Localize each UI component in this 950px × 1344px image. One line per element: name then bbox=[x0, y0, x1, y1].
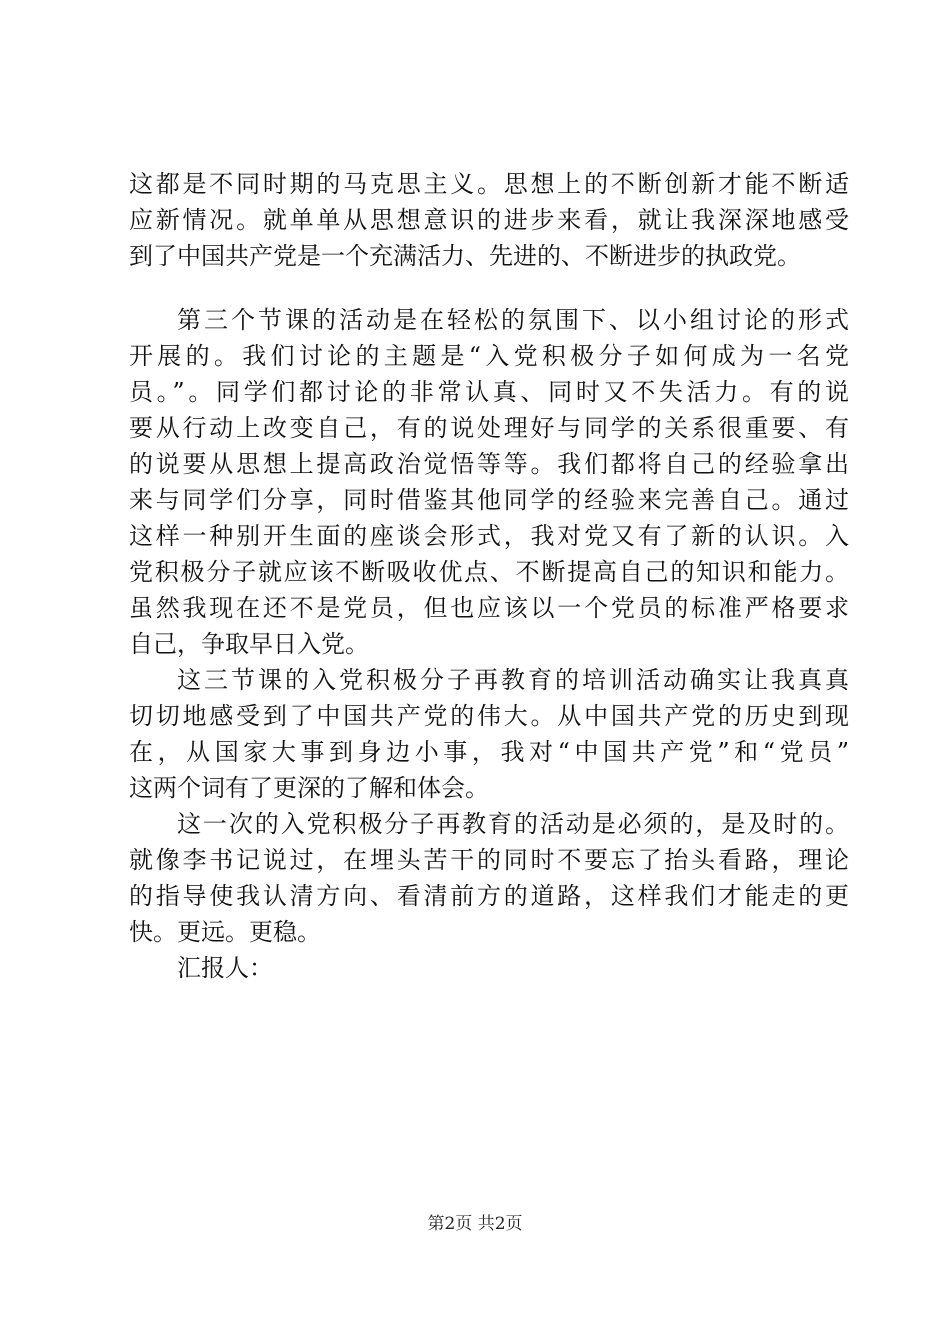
paragraph-gap bbox=[129, 274, 849, 302]
text-line: 来与同学们分享，同时借鉴其他同学的经验来完善自己。通过 bbox=[129, 486, 849, 514]
paragraph bbox=[129, 806, 849, 950]
text-line: 切切地感受到了中国共产党的伟大。从中国共产党的历史到现 bbox=[129, 702, 849, 730]
text-line: 的说要从思想上提高政治觉悟等等。我们都将自己的经验拿出 bbox=[129, 450, 849, 478]
paragraph bbox=[129, 950, 849, 986]
text-line: 这三节课的入党积极分子再教育的培训活动确实让我真真 bbox=[177, 666, 849, 694]
text-line: 虽然我现在还不是党员，但也应该以一个党员的标准严格要求 bbox=[129, 594, 849, 622]
text-line: 第三个节课的活动是在轻松的氛围下、以小组讨论的形式 bbox=[177, 306, 849, 334]
text-line: 就像李书记说过，在埋头苦干的同时不要忘了抬头看路，理论 bbox=[129, 846, 849, 874]
text-line: 的指导使我认清方向、看清前方的道路，这样我们才能走的更 bbox=[129, 882, 849, 910]
text-line: 应新情况。就单单从思想意识的进步来看，就让我深深地感受 bbox=[129, 206, 849, 234]
text-line: 开展的。我们讨论的主题是“入党积极分子如何成为一名党 bbox=[129, 342, 849, 370]
text-line: 这样一种别开生面的座谈会形式，我对党又有了新的认识。入 bbox=[129, 522, 849, 550]
text-line: 这都是不同时期的马克思主义。思想上的不断创新才能不断适 bbox=[129, 170, 849, 198]
page-footer: 第2页 共2页 bbox=[427, 1214, 523, 1234]
paragraph bbox=[129, 662, 849, 806]
text-line: 这一次的入党积极分子再教育的活动是必须的，是及时的。 bbox=[177, 810, 849, 838]
document-body bbox=[129, 166, 849, 986]
text-line: 在，从国家大事到身边小事，我对“中国共产党”和“党员” bbox=[129, 738, 849, 766]
paragraph bbox=[129, 302, 849, 662]
text-line: 快。更远。更稳。 bbox=[129, 918, 321, 946]
paragraph bbox=[129, 166, 849, 274]
text-line: 员。”。同学们都讨论的非常认真、同时又不失活力。有的说 bbox=[129, 378, 849, 406]
text-line: 要从行动上改变自己，有的说处理好与同学的关系很重要、有 bbox=[129, 414, 849, 442]
text-line: 到了中国共产党是一个充满活力、先进的、不断进步的执政党。 bbox=[129, 242, 801, 270]
text-line: 这两个词有了更深的了解和体会。 bbox=[129, 774, 489, 802]
text-line: 党积极分子就应该不断吸收优点、不断提高自己的知识和能力。 bbox=[129, 558, 849, 586]
text-line: 自己，争取早日入党。 bbox=[129, 630, 369, 658]
text-line: 汇报人： bbox=[177, 954, 273, 982]
